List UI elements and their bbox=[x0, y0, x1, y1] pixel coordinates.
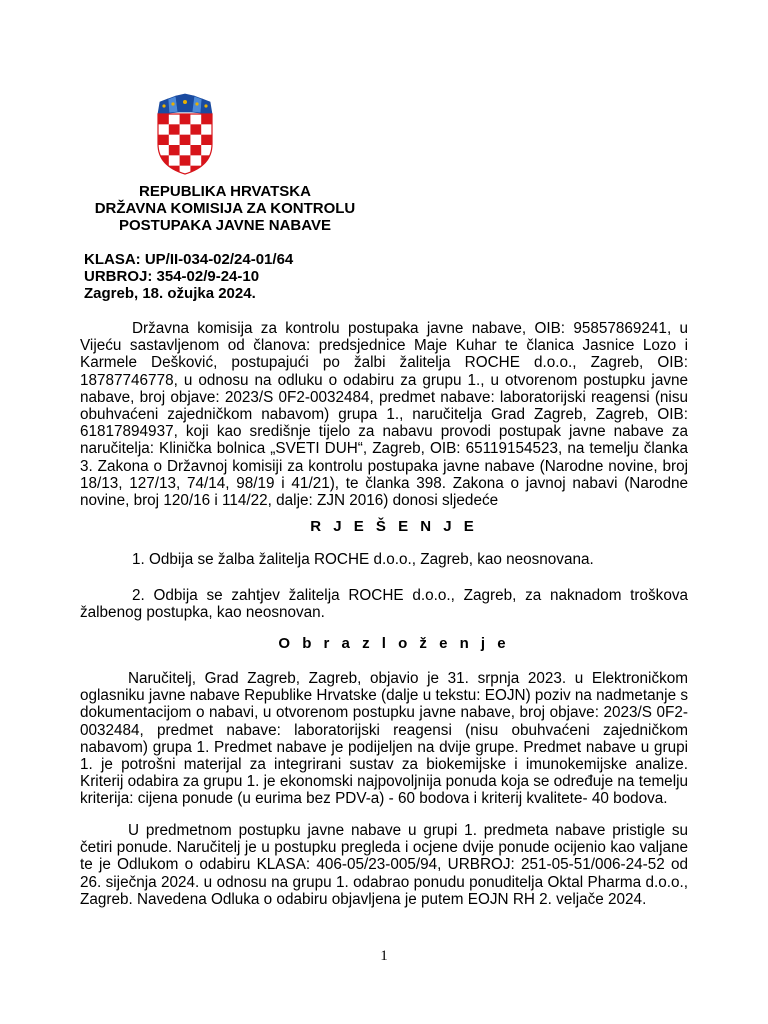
shield-red-square bbox=[169, 145, 180, 155]
header-line-commission: DRŽAVNA KOMISIJA ZA KONTROLU bbox=[94, 200, 356, 217]
intro-paragraph: Državna komisija za kontrolu postupaka javne nabave, OIB: 95857869241, u Vijeću sastavljenom od članova: predsjednice Maje Kuhar te članica Jasnice Lozo i Karmele Dešković, postupajući po žalbi žalitelja ROCHE d.o.o., Zagreb, OIB: 18787746778, u odnosu na odluku o odabiru za grupu 1., u otvorenom postupku javne nabave, broj objave: 2023/S 0F2-0032484, predmet nabave: laboratorijski reagensi (nisu obuhvaćeni zajedničkom nabavom) grupa 1., naručitelja Grad Zagreb, Zagreb, OIB: 61817894937, koji kao središnje tijelo za nabavu provodi postupak javne nabave za naručitelja: Klinička bolnica „SVETI DUH“, Zagreb, OIB: 65119154523, na temelju članka 3. Zakona o Državnoj komisiji za kontrolu postupaka javne nabave (Narodne novine, broj 18/13, 127/13, 74/14, 98/19 i 41/21), te članka 398. Zakona o javnoj nabavi (Narodne novine, broj 120/16 i 114/22, dalje: ZJN 2016) donosi sljedeće bbox=[80, 320, 688, 510]
shield-red-square bbox=[201, 135, 212, 145]
shield-red-square bbox=[190, 145, 201, 155]
header-line-procurement: POSTUPAKA JAVNE NABAVE bbox=[119, 217, 331, 234]
document-date: Zagreb, 18. ožujka 2024. bbox=[84, 285, 256, 302]
urbroj-number: URBROJ: 354-02/9-24-10 bbox=[84, 268, 260, 285]
shield-red-square bbox=[158, 135, 169, 145]
reasoning-paragraph-2: U predmetnom postupku javne nabave u grupi 1. predmeta nabave pristigle su četiri ponude. Naručitelj je u postupku pregleda i ocjene dvije ponude ocijenio kao valjane te je Odlukom o odabiru KLASA: 406-05/23-005/94, URBROJ: 251-05-51/006-24-52 od 26. siječnja 2024. u odnosu na grupu 1. odabrao ponudu ponuditelja Oktal Pharma d.o.o., Zagreb. Navedena Odluka o odabiru objavljena je putem EOJN RH 2. veljače 2024. bbox=[80, 822, 688, 908]
shield-red-square bbox=[180, 114, 191, 124]
page-number: 1 bbox=[380, 948, 388, 964]
shield-red-square bbox=[190, 124, 201, 134]
header-line-republic: REPUBLIKA HRVATSKA bbox=[139, 183, 311, 200]
reasoning-paragraph-1: Naručitelj, Grad Zagreb, Zagreb, objavio je 31. srpnja 2023. u Elektroničkom oglasniku javne nabave Republike Hrvatske (dalje u tekstu: EOJN) poziv na nadmetanje s dokumentacijom o nabavi, u otvorenom postupku javne nabave, broj objave: 2023/S 0F2-0032484, predmet nabave: laboratorijski reagensi (nisu obuhvaćeni zajedničkom nabavom) grupa 1. Predmet nabave je podijeljen na dvije grupe. Predmet nabave u grupi 1. je potrošni materijal za integrirani sustav za biokemijske i imunokemijske analize. Kriterij odabira za grupu 1. je ekonomski najpovoljnija ponuda koja se određuje na temelju kriterija: cijena ponude (u eurima bez PDV-a) - 60 bodova i kriterij kvalitete- 40 bodova. bbox=[80, 670, 688, 808]
shield-red-square bbox=[201, 114, 212, 124]
reasoning-heading: O b r a z l o ž e n j e bbox=[278, 635, 510, 652]
shield-red-square bbox=[169, 124, 180, 134]
klasa-number: KLASA: UP/II-034-02/24-01/64 bbox=[84, 251, 294, 268]
document-metadata bbox=[84, 251, 384, 302]
shield-red-square bbox=[180, 155, 191, 165]
decision-item-2: 2. Odbija se zahtjev žalitelja ROCHE d.o.o., Zagreb, za naknadom troškova žalbenog postupka, kao neosnovan. bbox=[80, 587, 688, 622]
shield-red-square bbox=[158, 114, 169, 124]
coat-of-arms-icon bbox=[154, 92, 216, 176]
decision-item-1: 1. Odbija se žalba žalitelja ROCHE d.o.o., Zagreb, kao neosnovana. bbox=[132, 551, 594, 568]
shield-red-square bbox=[180, 135, 191, 145]
decision-heading: R J E Š E N J E bbox=[310, 518, 478, 535]
institution-header bbox=[80, 183, 370, 234]
